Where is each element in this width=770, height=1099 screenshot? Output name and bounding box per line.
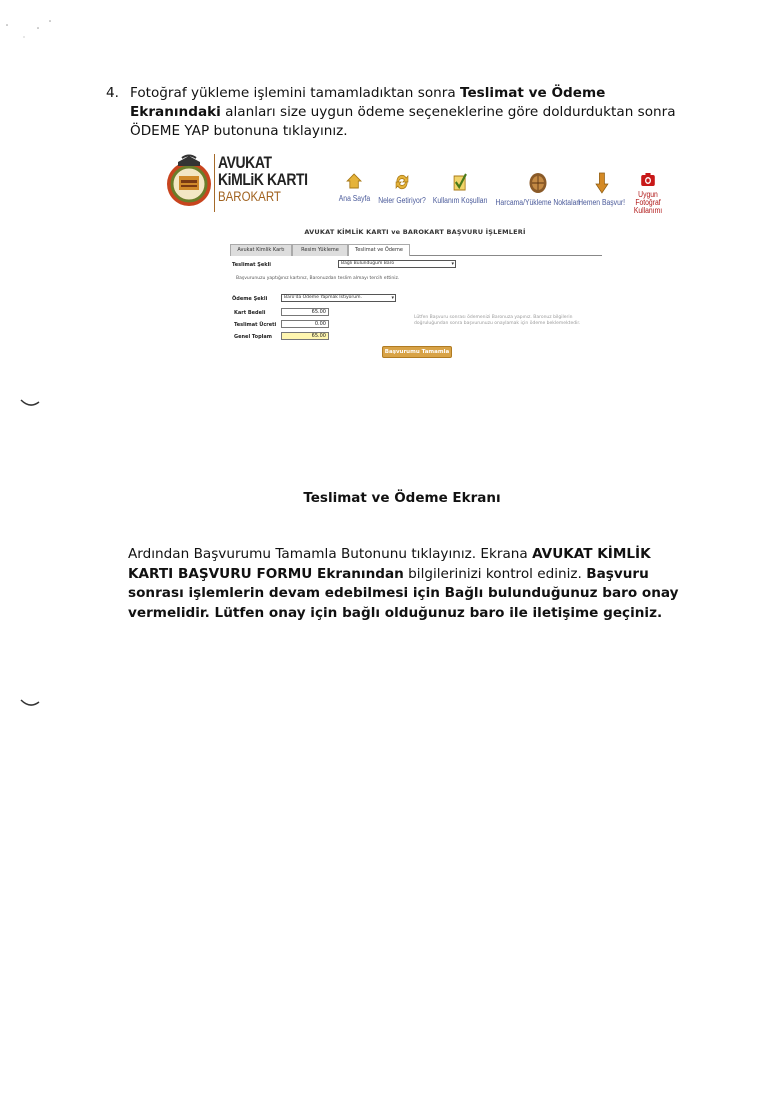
tab-avukat-kimlik-karti[interactable]: Avukat Kimlik Kartı xyxy=(230,244,292,256)
instruction-paragraph: Ardından Başvurumu Tamamla Butonunu tıklayınız. Ekrana AVUKAT KİMLİK KARTI BAŞVURU FORMU Ekranından bilgilerinizi kontrol ediniz. Başvuru sonrası işlemlerin devam edebilmesi için Bağlı bulunduğunuz baro onay vermelidir. Lütfen onay için bağlı olduğunuz baro ile iletişime geçiniz. xyxy=(128,546,679,621)
home-icon xyxy=(346,172,363,190)
genel-toplam-field[interactable]: 65.00 xyxy=(281,332,329,340)
odeme-sekli-label: Ödeme Şekli xyxy=(232,296,268,302)
genel-toplam-label: Genel Toplam xyxy=(234,334,272,340)
globe-icon xyxy=(529,172,548,194)
nav-neler-getiriyor[interactable]: Neler Getiriyor? xyxy=(378,172,426,205)
refresh-icon xyxy=(394,172,411,192)
teslimat-sekli-select[interactable]: Bağlı Bulunduğum Baro ▾ xyxy=(338,260,456,268)
figure-caption: Teslimat ve Ödeme Ekranı xyxy=(303,490,501,506)
nav-harcama-yukleme[interactable]: Harcama/Yükleme Noktaları xyxy=(496,172,581,207)
step-number: 4. xyxy=(106,85,119,101)
teslimat-ucreti-label: Teslimat Ücreti xyxy=(234,322,277,328)
teslimat-note: Başvurunuzu yaptığınız kartınız, Baronuzdan teslim almayı tercih ettiniz. xyxy=(236,276,400,281)
nav-hemen-basvur[interactable]: Hemen Başvur! xyxy=(578,172,625,207)
chevron-down-icon: ▾ xyxy=(391,295,394,301)
step-text: Fotoğraf yükleme işlemini tamamladıktan sonra Teslimat ve Ödeme Ekranındaki alanları size uygun ödeme seçeneklerine göre doldurduktan sonra ÖDEME YAP butonuna tıklayınız. xyxy=(130,85,676,139)
scan-dots xyxy=(0,15,60,45)
brand-wordmark xyxy=(214,154,327,212)
punch-hole-mark xyxy=(18,696,42,710)
teslimat-ucreti-field[interactable]: 0.00 xyxy=(281,320,329,328)
checkmark-icon xyxy=(452,172,469,192)
brand-line-2: KiMLiK KARTI xyxy=(218,170,308,189)
chevron-down-icon: ▾ xyxy=(451,261,454,267)
kart-bedeli-field[interactable]: 65.00 xyxy=(281,308,329,316)
punch-hole-mark xyxy=(18,396,42,410)
nav-ana-sayfa[interactable]: Ana Sayfa xyxy=(339,172,370,203)
baro-logo-icon xyxy=(164,154,214,208)
tab-bar xyxy=(230,242,602,256)
screenshot-teslimat-odeme xyxy=(160,150,670,365)
nav-kullanim-kosullari[interactable]: Kullanım Koşulları xyxy=(433,172,488,205)
teslimat-sekli-label: Teslimat Şekli xyxy=(232,262,272,268)
payment-hint: Lütfen Başvuru sonrası ödemenizi Baronuza yapınız. Baronuz bilgilerin doğruluğundan sonra başvurunuzu onaylamak için ödeme beklemektedir. xyxy=(414,315,581,326)
tab-teslimat-odeme[interactable]: Teslimat ve Ödeme xyxy=(348,244,410,256)
brand-line-1: AVUKAT xyxy=(218,153,272,172)
camera-icon xyxy=(640,172,655,187)
brand-line-3: BAROKART xyxy=(218,189,281,204)
odeme-sekli-select[interactable]: Baro'da Ödeme Yapmak İstiyorum. ▾ xyxy=(281,294,396,302)
kart-bedeli-label: Kart Bedeli xyxy=(234,310,266,316)
arrow-down-icon xyxy=(595,172,609,194)
nav-uygun-fotograf[interactable]: Uygun Fotoğraf Kullanımı xyxy=(629,172,666,215)
page-title: AVUKAT KİMLİK KARTI ve BAROKART BAŞVURU İŞLEMLERİ xyxy=(304,228,526,236)
basvurumu-tamamla-button[interactable]: Başvurumu Tamamla xyxy=(382,346,452,358)
tab-resim-yukleme[interactable]: Resim Yükleme xyxy=(292,244,348,256)
